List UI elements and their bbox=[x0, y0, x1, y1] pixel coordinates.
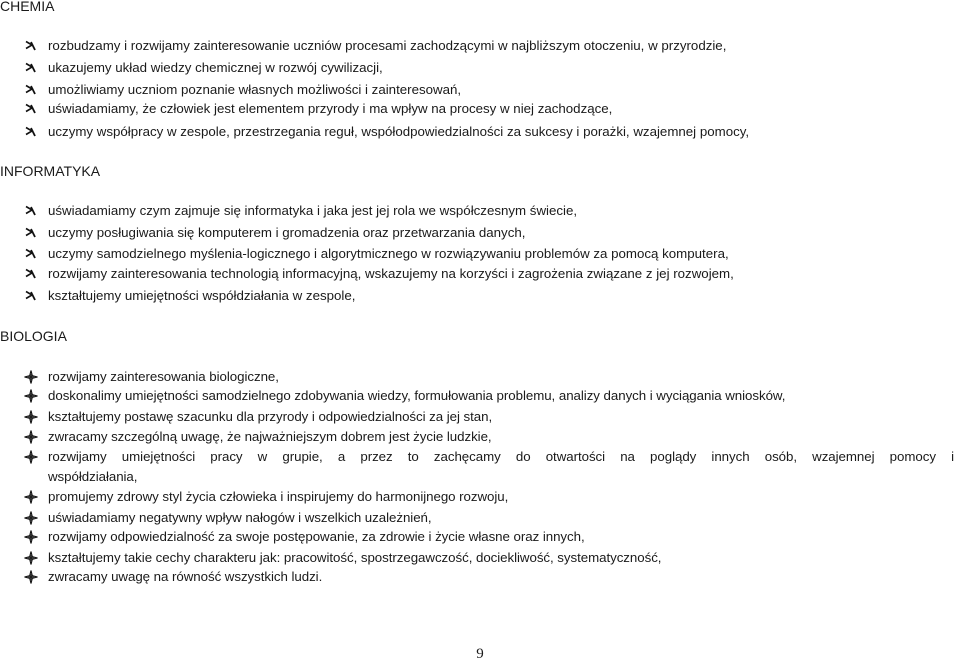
list-item-text: doskonalimy umiejętności samodzielnego zdobywania wiedzy, formułowania problemu, analizy danych i wyciągania wniosków, bbox=[48, 388, 786, 403]
list-item-text: umożliwiamy uczniom poznanie własnych możliwości i zainteresowań, bbox=[48, 82, 462, 97]
list-item-text: promujemy zdrowy styl życia człowieka i inspirujemy do harmonijnego rozwoju, bbox=[48, 489, 509, 504]
arrow-bullet-icon bbox=[24, 226, 38, 240]
arrow-bullet-icon bbox=[24, 125, 38, 139]
arrow-bullet-icon bbox=[24, 83, 38, 97]
diamond-bullet-icon bbox=[24, 430, 38, 444]
diamond-bullet-icon bbox=[24, 551, 38, 565]
list-item-text: uczymy współpracy w zespole, przestrzegania reguł, współodpowiedzialności za sukcesy i porażki, wzajemnej pomocy, bbox=[48, 124, 750, 139]
list-item-text: rozwijamy umiejętności pracy w grupie, a przez to zachęcamy do otwartości na poglądy innych osób, wzajemnej pomocy i bbox=[48, 449, 954, 464]
list-item-text: współdziałania, bbox=[48, 469, 138, 484]
list-item-text: uświadamiamy negatywny wpływ nałogów i wszelkich uzależnień, bbox=[48, 510, 432, 525]
diamond-bullet-icon bbox=[24, 511, 38, 525]
arrow-bullet-icon bbox=[24, 39, 38, 53]
list-item-text: rozwijamy zainteresowania technologią informacyjną, wskazujemy na korzyści i zagrożenia związane z jej rozwojem, bbox=[48, 266, 734, 281]
list-item-text: uczymy samodzielnego myślenia-logicznego i algorytmicznego w rozwiązywaniu problemów za pomocą komputera, bbox=[48, 246, 729, 261]
arrow-bullet-icon bbox=[24, 204, 38, 218]
diamond-bullet-icon bbox=[24, 450, 38, 464]
arrow-bullet-icon bbox=[24, 102, 38, 116]
arrow-bullet-icon bbox=[24, 61, 38, 75]
diamond-bullet-icon bbox=[24, 570, 38, 584]
arrow-bullet-icon bbox=[24, 247, 38, 261]
list-item-text: rozbudzamy i rozwijamy zainteresowanie uczniów procesami zachodzącymi w najbliższym otoczeniu, w przyrodzie, bbox=[48, 38, 727, 53]
page-number: 9 bbox=[476, 646, 484, 662]
diamond-bullet-icon bbox=[24, 389, 38, 403]
list-item-text: kształtujemy postawę szacunku dla przyrody i odpowiedzialności za jej stan, bbox=[48, 409, 493, 424]
list-item-text: uświadamiamy czym zajmuje się informatyka i jaka jest jej rola we współczesnym świecie, bbox=[48, 203, 578, 218]
arrow-bullet-icon bbox=[24, 267, 38, 281]
list-item-text: zwracamy uwagę na równość wszystkich ludzi. bbox=[48, 569, 323, 584]
list-item-text: rozwijamy zainteresowania biologiczne, bbox=[48, 369, 279, 384]
list-item-text: ukazujemy układ wiedzy chemicznej w rozwój cywilizacji, bbox=[48, 60, 383, 75]
list-item-text: kształtujemy takie cechy charakteru jak: pracowitość, spostrzegawczość, dociekliwość, systematyczność, bbox=[48, 550, 662, 565]
list-item-text: uświadamiamy, że człowiek jest elementem przyrody i ma wpływ na procesy w niej zachodzące, bbox=[48, 101, 613, 116]
section-title-biologia: BIOLOGIA bbox=[0, 328, 67, 344]
section-title-informatyka: INFORMATYKA bbox=[0, 163, 101, 179]
diamond-bullet-icon bbox=[24, 410, 38, 424]
diamond-bullet-icon bbox=[24, 530, 38, 544]
diamond-bullet-icon bbox=[24, 490, 38, 504]
section-title-chemia: CHEMIA bbox=[0, 0, 55, 14]
list-item-text: zwracamy szczególną uwagę, że najważniejszym dobrem jest życie ludzkie, bbox=[48, 429, 492, 444]
list-item-text: uczymy posługiwania się komputerem i gromadzenia oraz przetwarzania danych, bbox=[48, 225, 526, 240]
arrow-bullet-icon bbox=[24, 289, 38, 303]
list-item-text: rozwijamy odpowiedzialność za swoje postępowanie, za zdrowie i życie własne oraz innych, bbox=[48, 529, 585, 544]
list-item-text: kształtujemy umiejętności współdziałania w zespole, bbox=[48, 288, 356, 303]
diamond-bullet-icon bbox=[24, 370, 38, 384]
